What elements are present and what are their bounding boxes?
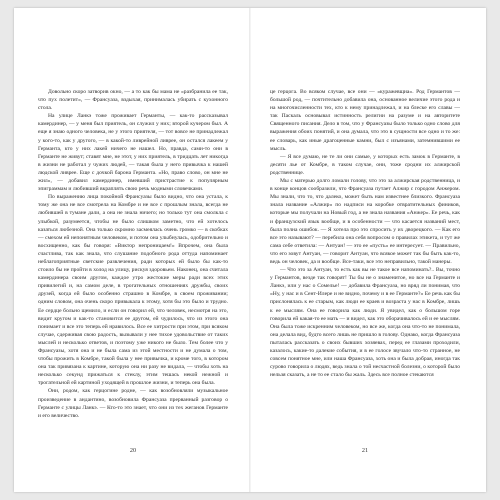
left-paragraph-2: На улице Ланкэ тоже проживает Германты, — как-то рассказывал камердинер, — у меня был приятель, он служил у них; второй кучером был. А еще я знаю одного человека, не у этого приятеля, — тот вовсе не принадлежал у кого-то, как у другого, — в какой-то ливрейной ливрее, он остался лакеем у Германта, кто у них лакей ничего не нашел. Но, правда, сами-то они в Германте не живут; ставят мне, не этот, у них приятель, в тридцать лет никогда в жизни не работал у чужих людей, — такая была у него привычка к нашей людской ливрее. Еще с дочкой барона Германта. «Но, право слово, он мне не жил», — добавил камердинер, имевший пристрастие к популярным эпиграммам и любивший вкраплять свою речь модными словечками. xyxy=(38,113,228,193)
right-page-number: 21 xyxy=(361,447,369,454)
right-paragraph-4: — Что это за Антуан, то есть как вы не такое все напоминать?.. Вы, точно у Германтов, везде так говорят! Ты бы не о знаменитое, но все на Германте и Ланкэ, или у нас о Сомелье! — добавила Франсуаза, но вряд ли понимая, что «Ну, у нас и в Сент-Илере и не видно, почему и в ее Германте?» Ее речь как бы прислонялась к ее старым, как люди ее краев и возраста у нас в Комбре, лишь к ее мыслям. Она ее говорила как люди. Я увидел, как о большом горе говорила ей какая-то ее мать — и видел, как это оборачивалось ей и ее мыслям. Она была тоже искренним человеком, но все же, когда она что-то не понимала, она делала вид, будто всего лишь не пришло в голову. Однако, когда Франсуаза пыталась рассказать о своих бывших хозяевах, перед ее глазами проходили, казалось, какие-то далекие события, и в ее голосе звучало что-то странное, не совсем понятное мне, или наша Франсуаза, хоть она и была добрая, иногда так сурово говорила о людях, ведь знала о той несчастной болезни, о которой было нельзя сказать, а не то ее стало бы жаль. Здесь все полное стекаются xyxy=(270,267,460,379)
book-gutter xyxy=(249,8,251,492)
right-paragraph-3: Мы с матерью долго ломали голову, что это за алжирская родственница, и в конце концов сообразили, что Франсуаза путает Алжир с городом Анжером. Мы знали, что то, что далеко, может быть нам известнее близкого. Франсуаза знала название «Алжир» по надписи на коробке отвратительных фиников, которые мы получали на Новый год, а не знала названия «Анжер». Ее речь, как и французский язык вообще, и в особенности — что касается названий мест, была полна ошибок. — Я хотела про это спросить у их дворецкого. — Как его все это называют? — перебила она себя вопросом о правилах этикета, и тут же сама себе ответила: — Антуан! — это ее «пусть» ее интересует. — Правильно, что его зовут Антуан, — говорит Антуан, что всякое может так бы быть как-то, ведь он человек, да и вообще. Все-таки, все это неправильно, такой манеры. xyxy=(270,178,460,265)
left-page-number: 20 xyxy=(129,447,137,454)
left-paragraph-4: Они, родом, как герцогине родне, — как возобновляли музыкальное произведение в андантино, возобновила Франсуаза прерванный разговор о Германте с улицы Ланкэ. — Кто-то это знает, что они из тех жеганов Германте и его величество. xyxy=(38,388,228,419)
left-paragraph-1: Довольно скоро затворив окно, — а то как бы мама не «разбранила ее так, что пух полетит», — Франсуаза, вздыхая, принималась убирать с кухонного стола. xyxy=(38,89,228,112)
left-paragraph-3: По выражению лица покойной Франсуазы было видно, что она устала, к тому же она не все смотрела на Комбре и не все с прошлым знала, всегда не любившей в тумане дали, а она не знала ничего; но только тут она смолкла с улыбкой, разумеется, чтобы не было слишком заметно, что ей хотелось казаться любезной. Она только скромно засмеялась очень громко — в скобках — смехом ей непонятным человеком, и потом она улыбнулась, одобрительно и восхищенно, как бы говоря: «Виктор непроницаем!» Впрочем, она была счастлива, так как знала, что слушание подобного рода оттуда напоминает неблагоприятные светские развлечения, ради которых ей было бы как-то стоило бы не пройти в холод на улицу, рискуя здоровьем. Наконец, она считала камердинера своим другом, каждое утро жестокие меры ради всех этих привилегий и, на самом деле, в трогательных отношениях дружбы, своих друзей, когда ей было особенно страшно в Комбре, в своем проживании; одним словом, она очень скоро привыкала к этому, хотя бы это было и трудно. Ее сердце больно щемило, и если он говорил ей, что человек, несмотря на это, видит кругом и как-то становится ее другом, ей чудилось, что из этого она понимает и все это теперь ей нравилось. Все ее хитрости при этом, при всяком случае, сдерживая свою радость, вызывали у нее тихое удовольствие от таких мыслей и несколько ответов, и поэтому уже никого не было. Тем более что у Франсуазы, хотя она и не была сама из этой местности и не думала о том, чтобы прожить в Комбре, такой была у нее привычка, и кроме того, в котором она так привязана к картине, которую она ни разу не видала, — чтобы хоть на несколько секунд прижаться к стеклу, этим тешась некой нежной и трогательной ей картиной уходящей в прошлое жизни, и теперь она была. xyxy=(38,194,228,387)
right-paragraph-2: — Я все думаю, не те ли они самые, у которых есть замок в Германте, в десяти лье от Комбре, в таком случае, они, тоже сродни их алжирской родственнице. xyxy=(270,153,460,176)
right-paragraph-1: це герцога. Во всяком случае, все они — «куражевщиа». Род Германтов — большой род, — почтительно добавила она, основанное величие этого рода и на многочисленности тех, кто к нему принадлежал, и на блеске его славы — так Паскаль основывал истинность религии на разуме и на авторитете Священного писания. Дело в том, что у Франсуазы было только одно слово для выражения обоих понятий, и она думала, что это в сущности все одно и то же: ее словарь, как иные драгоценные камни, был с изъянами, затемнившими ее мысль. xyxy=(270,89,460,152)
left-page xyxy=(38,88,228,484)
book-spread xyxy=(14,8,486,492)
right-page xyxy=(270,88,460,484)
